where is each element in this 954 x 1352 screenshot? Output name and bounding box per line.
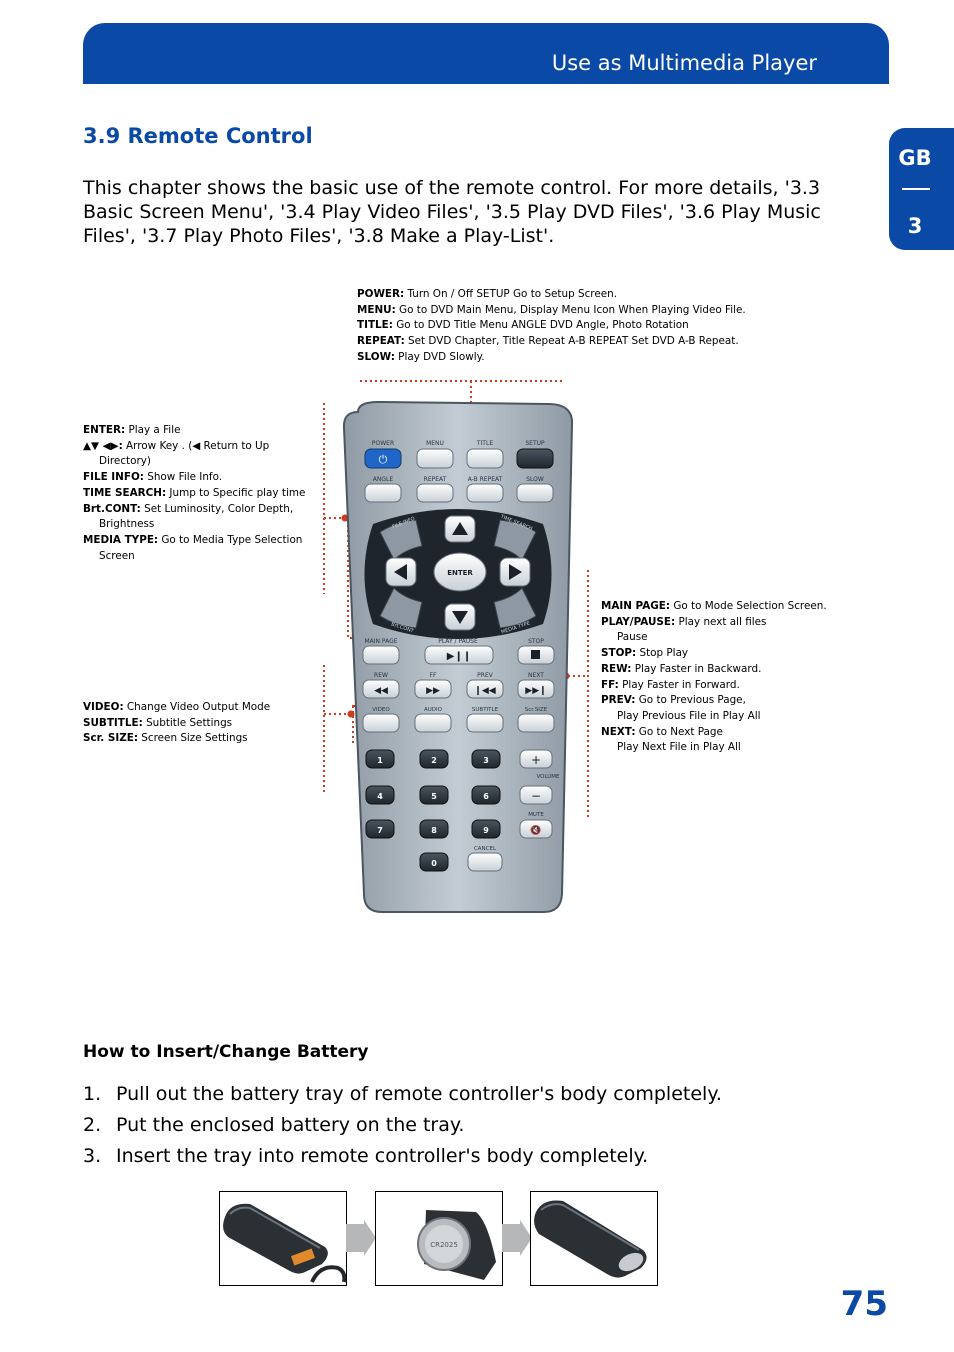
digit-label: 2: [431, 756, 437, 765]
power-label: POWER: [371, 440, 395, 447]
note-line: PLAY/PAUSE: Play next all files: [601, 615, 767, 628]
rew-label: REW: [374, 672, 388, 679]
section-title: 3.9 Remote Control: [83, 124, 313, 148]
chapter-number: 3: [907, 214, 923, 238]
intro-paragraph: This chapter shows the basic use of the remote control. For more details, '3.3 Basic Screen Menu', '3.4 Play Video Files', '3.5 Play DVD Files', '3.6 Play Music Files', '3.7 Play Photo Files', '3.8 Make a Play-List'.: [83, 177, 821, 247]
scr-size-button[interactable]: [518, 714, 554, 732]
digit-label: 4: [377, 792, 383, 801]
left-notes-2: [83, 700, 270, 747]
chapter-tab: [889, 128, 954, 250]
note-line: POWER: Turn On / Off SETUP Go to Setup Screen.: [357, 288, 618, 300]
battery-on-tray-photo: [375, 1191, 503, 1286]
play-pause-label: PLAY / PAUSE: [438, 638, 478, 645]
cancel-button[interactable]: [468, 853, 502, 871]
angle-label: ANGLE: [372, 476, 394, 483]
setup-button[interactable]: [517, 449, 553, 468]
cancel-label: CANCEL: [473, 846, 497, 852]
note-line: SLOW: Play DVD Slowly.: [357, 350, 485, 363]
note-line: Brt.CONT: Set Luminosity, Color Depth,: [83, 502, 294, 515]
menu-button[interactable]: [417, 449, 453, 468]
digit-label: 1: [377, 756, 383, 765]
digit-label: 8: [431, 826, 437, 835]
fast-forward-icon: ▶▶: [426, 686, 440, 696]
note-line: Directory): [99, 455, 151, 468]
note-line: FF: Play Faster in Forward.: [601, 678, 740, 691]
subtitle-label: SUBTITLE: [471, 707, 499, 713]
note-line: PREV: Go to Previous Page,: [601, 694, 746, 707]
note-line: ENTER: Play a File: [83, 424, 181, 436]
video-label: VIDEO: [372, 707, 390, 713]
time-search-label: TIME SEARCH: [499, 513, 534, 533]
stop-icon: [531, 650, 540, 659]
step-number: 3.: [83, 1145, 102, 1167]
file-info-label: FILE INFO: [391, 515, 416, 531]
note-line: SUBTITLE: Subtitle Settings: [83, 716, 233, 729]
audio-button[interactable]: [415, 714, 451, 732]
digit-label: 0: [431, 859, 437, 868]
top-notes: [357, 287, 746, 366]
ff-label: FF: [429, 672, 437, 679]
title-label: TITLE: [476, 440, 494, 447]
setup-label: SETUP: [525, 440, 545, 447]
next-label: NEXT: [528, 672, 544, 679]
slow-button[interactable]: [517, 484, 553, 502]
volume-down-label: −: [530, 789, 542, 803]
note-line: VIDEO: Change Video Output Mode: [83, 701, 271, 713]
digit-label: 6: [483, 792, 489, 801]
title-button[interactable]: [467, 449, 503, 468]
play-pause-icon: ▶❙❙: [446, 651, 472, 662]
note-line: MENU: Go to DVD Main Menu, Display Menu Icon When Playing Video File.: [357, 303, 746, 316]
stop-label: STOP: [528, 638, 544, 645]
digit-label: 9: [483, 826, 489, 835]
note-line: ▲▼ ◀▶: Arrow Key . (◀ Return to Up: [83, 439, 270, 452]
digit-label: 7: [377, 826, 383, 835]
digit-label: 5: [431, 792, 437, 801]
battery-step: 3. Insert the tray into remote controller's body completely.: [83, 1145, 649, 1167]
repeat-label: REPEAT: [423, 476, 447, 483]
next-icon: ▶▶❙: [525, 686, 547, 696]
tab-divider: [902, 188, 930, 190]
mute-label: MUTE: [528, 812, 544, 818]
prev-label: PREV: [477, 672, 493, 679]
remote-control-illustration: [318, 374, 598, 914]
note-line: Play Next File in Play All: [617, 741, 741, 754]
video-button[interactable]: [363, 714, 399, 732]
repeat-button[interactable]: [417, 484, 453, 502]
battery-section-title: How to Insert/Change Battery: [83, 1042, 369, 1062]
power-icon: ⏻: [378, 453, 388, 466]
volume-up-label: +: [530, 753, 542, 767]
battery-tray-out-photo: [219, 1191, 347, 1286]
note-line: Play Previous File in Play All: [617, 709, 761, 722]
svg-text:CR2025: CR2025: [430, 1241, 458, 1249]
left-notes: [83, 423, 305, 564]
header-title: Use as Multimedia Player: [551, 51, 817, 75]
angle-button[interactable]: [365, 484, 401, 502]
note-line: TIME SEARCH: Jump to Specific play time: [83, 486, 306, 499]
audio-label: AUDIO: [424, 707, 442, 713]
step-arrow-icon: [346, 1220, 376, 1256]
note-line: MEDIA TYPE: Go to Media Type Selection: [83, 533, 303, 546]
battery-step: 2. Put the enclosed battery on the tray.: [83, 1114, 465, 1136]
main-page-button[interactable]: [363, 646, 399, 664]
step-number: 2.: [83, 1114, 102, 1136]
right-notes: [601, 599, 827, 756]
ab-repeat-button[interactable]: [467, 484, 503, 502]
note-line: Brightness: [99, 518, 155, 531]
note-line: TITLE: Go to DVD Title Menu ANGLE DVD Angle, Photo Rotation: [357, 319, 689, 332]
note-line: Screen: [99, 549, 135, 562]
brt-cont-label: Brt.CONT: [390, 621, 415, 635]
enter-label: ENTER: [447, 569, 473, 577]
previous-icon: ❙◀◀: [474, 686, 496, 696]
mute-icon: 🔇: [530, 826, 542, 836]
language-label: GB: [898, 146, 932, 170]
media-type-label: MEDIA TYPE: [500, 620, 531, 636]
page-number: 75: [840, 1284, 888, 1324]
note-line: FILE INFO: Show File Info.: [83, 471, 223, 484]
battery-tray-in-photo: [530, 1191, 658, 1286]
battery-step: 1. Pull out the battery tray of remote controller's body completely.: [83, 1083, 722, 1105]
menu-label: MENU: [426, 440, 444, 447]
note-line: STOP: Stop Play: [601, 647, 689, 660]
ab-repeat-label: A-B REPEAT: [467, 476, 503, 483]
note-line: Pause: [617, 631, 648, 644]
rewind-icon: ◀◀: [374, 686, 388, 696]
volume-label: VOLUME: [536, 774, 560, 780]
step-number: 1.: [83, 1083, 102, 1105]
digit-label: 3: [483, 756, 489, 765]
note-line: NEXT: Go to Next Page: [601, 725, 723, 738]
note-line: REW: Play Faster in Backward.: [601, 662, 762, 675]
step-arrow-icon: [502, 1220, 532, 1256]
subtitle-button[interactable]: [467, 714, 503, 732]
header-bar: [83, 23, 889, 84]
main-page-label: MAIN PAGE: [364, 638, 398, 645]
note-line: Scr. SIZE: Screen Size Settings: [83, 732, 248, 745]
note-line: MAIN PAGE: Go to Mode Selection Screen.: [601, 600, 827, 612]
slow-label: SLOW: [526, 476, 544, 483]
note-line: REPEAT: Set DVD Chapter, Title Repeat A-B REPEAT Set DVD A-B Repeat.: [357, 335, 739, 348]
scr-size-label: Scr.SIZE: [524, 707, 548, 713]
